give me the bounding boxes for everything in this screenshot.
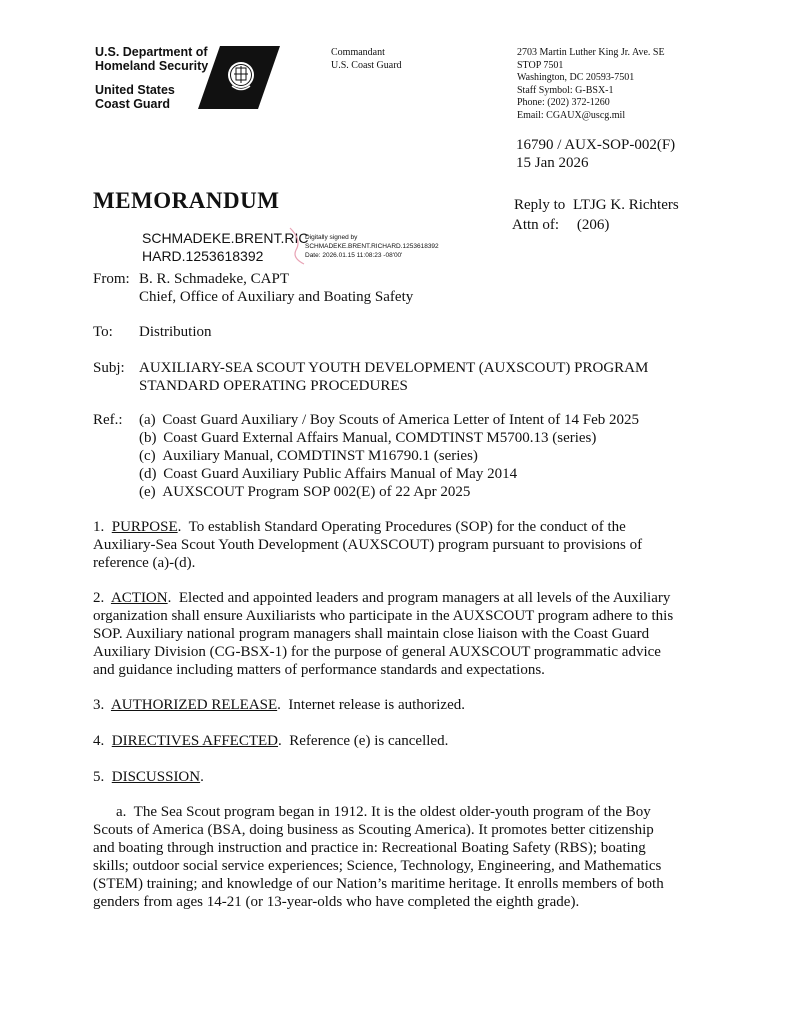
section-purpose: 1. PURPOSE. To establish Standard Operating Procedures (SOP) for the conduct of the Auxiliary-Sea Scout Youth Development (AUXSCOUT) program pursuant to provisions of reference (a)-(d).	[93, 519, 643, 571]
uscg-name: United States Coast Guard	[95, 83, 175, 111]
digital-signature-stamp: Digitally signed by SCHMADEKE.BRENT.RICHARD.1253618392 Date: 2026.01.15 11:08:23 -08'00'	[305, 234, 439, 259]
attn-value: (206)	[576, 217, 610, 233]
to-label: To:	[93, 324, 113, 340]
section-discussion: 5. DISCUSSION.	[93, 769, 204, 785]
address-line: Washington, DC 20593-7501	[517, 72, 635, 83]
page-title: MEMORANDUM	[93, 188, 280, 213]
from-block: B. R. Schmadeke, CAPT Chief, Office of Auxiliary and Boating Safety	[139, 271, 414, 305]
section-heading: AUTHORIZED RELEASE	[110, 697, 278, 713]
section-heading: DISCUSSION	[111, 769, 201, 785]
ref-label: Ref.:	[93, 412, 123, 428]
attn-label: Attn of:	[512, 217, 560, 233]
address-line: 2703 Martin Luther King Jr. Ave. SE	[517, 47, 665, 58]
doc-date: 15 Jan 2026	[516, 155, 589, 171]
to-value: Distribution	[139, 324, 212, 340]
section-heading: ACTION	[110, 590, 168, 606]
discussion-paragraph-a: a. The Sea Scout program began in 1912. It is the oldest older-youth program of the Boy Scouts of America (BSA, doing business as Scouting America). It promotes better citizenship and boating through instruction and practice in: Recreational Boating Safety (RBS); boating skills; outdoor social service experiences; Science, Technology, Engineering, and Mathematics (STEM) training; and knowledge of our Nation’s maritime heritage. It enrolls members of both genders from ages 14-21 (or 13-year-olds who have completed the eighth grade).	[93, 804, 664, 910]
doc-id-block	[516, 136, 675, 172]
list-item: (b) Coast Guard External Affairs Manual, COMDTINST M5700.13 (series)	[139, 430, 597, 446]
dhs-name: U.S. Department of Homeland Security	[95, 45, 209, 73]
office-block: Commandant U.S. Coast Guard	[331, 47, 402, 71]
subj-label: Subj:	[93, 360, 125, 376]
subject: AUXILIARY-SEA SCOUT YOUTH DEVELOPMENT (AUXSCOUT) PROGRAM STANDARD OPERATING PROCEDURES	[139, 360, 649, 394]
section-heading: PURPOSE	[111, 519, 178, 535]
from-label: From:	[93, 271, 130, 287]
section-directives: 4. DIRECTIVES AFFECTED. Reference (e) is cancelled.	[93, 733, 449, 749]
section-heading: DIRECTIVES AFFECTED	[111, 733, 279, 749]
reply-to-name: LTJG K. Richters	[573, 197, 679, 213]
doc-number: 16790 / AUX-SOP-002(F)	[516, 137, 676, 153]
list-item: (c) Auxiliary Manual, COMDTINST M16790.1 (series)	[139, 448, 478, 464]
list-item: (d) Coast Guard Auxiliary Public Affairs Manual of May 2014	[139, 466, 518, 482]
coast-guard-seal-icon	[198, 46, 280, 109]
address-line: STOP 7501	[517, 59, 564, 71]
section-action: 2. ACTION. Elected and appointed leaders and program managers at all levels of the Auxiliary organization shall ensure Auxiliarists who participate in the AUXSCOUT program adhere to this SOP. Auxiliary national program managers shall maintain close liaison with the Coast Guard Auxiliary Division (CG-BSX-1) for the purpose of general AUXSCOUT programmatic advice and guidance including matters of performance standards and expectations.	[93, 590, 674, 678]
reply-to-label: Reply to	[514, 197, 566, 213]
address-block	[517, 47, 665, 122]
address-line: Email: CGAUX@uscg.mil	[517, 109, 626, 121]
address-line: Staff Symbol: G-BSX-1	[517, 84, 614, 96]
reference-list	[139, 411, 639, 501]
reply-to	[514, 196, 679, 234]
signature-name: SCHMADEKE.BRENT.RIC HARD.1253618392	[142, 230, 309, 264]
list-item: (a) Coast Guard Auxiliary / Boy Scouts of America Letter of Intent of 14 Feb 2025	[139, 412, 639, 428]
list-item: (e) AUXSCOUT Program SOP 002(E) of 22 Apr 2025	[139, 484, 471, 500]
address-line: Phone: (202) 372-1260	[517, 97, 610, 108]
section-release: 3. AUTHORIZED RELEASE. Internet release is authorized.	[93, 697, 466, 713]
